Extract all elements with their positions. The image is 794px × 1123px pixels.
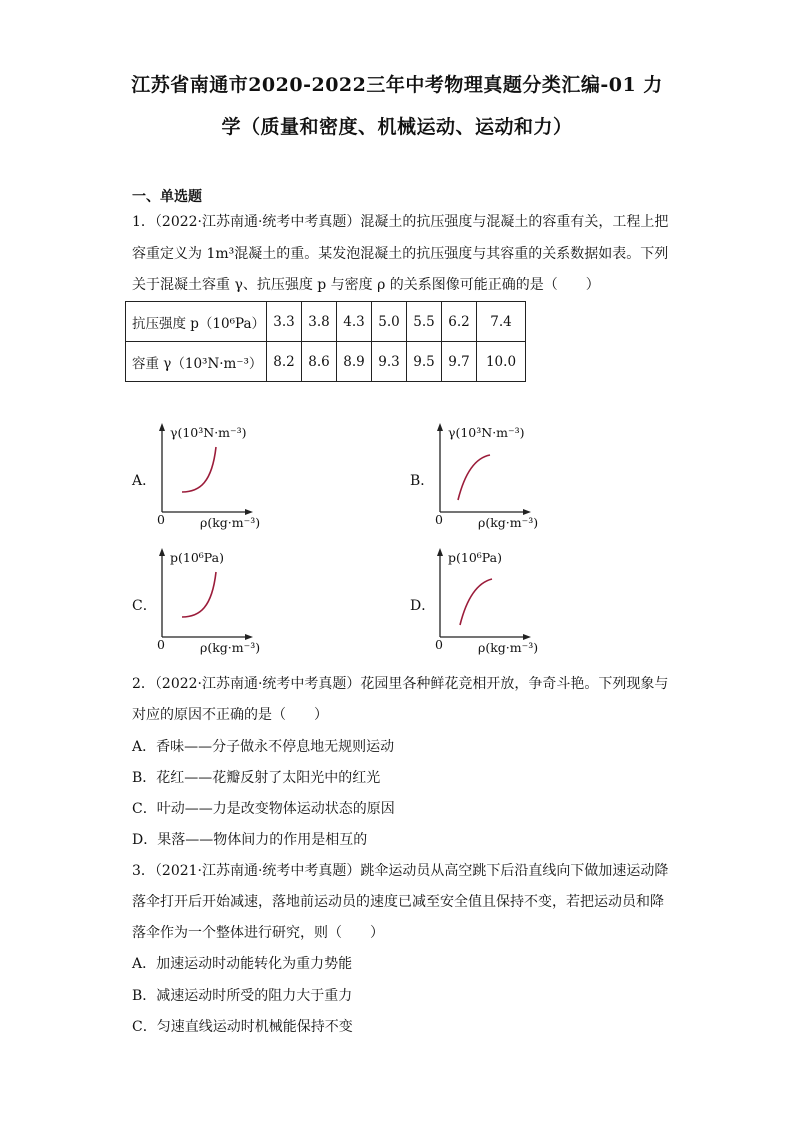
y-axis-label: γ(10³N·m⁻³)	[448, 425, 525, 440]
graph-curve	[182, 447, 216, 492]
option-c-graph[interactable]	[150, 545, 270, 660]
table-row-header: 抗压强度 p（10⁶Pa）	[126, 302, 267, 342]
q3-option-a[interactable]: A．加速运动时动能转化为重力势能	[132, 956, 353, 972]
q3-option-b[interactable]: B．减速运动时所受的阻力大于重力	[132, 988, 353, 1004]
table-cell: 9.7	[442, 342, 477, 382]
y-axis-arrow-icon	[437, 423, 443, 431]
y-axis-label: p(10⁶Pa)	[170, 550, 224, 565]
table-cell: 5.0	[372, 302, 407, 342]
graph-curve	[460, 579, 492, 625]
q3-stem-line2: 落伞打开后开始减速，落地前运动员的速度已减至安全值且保持不变，若把运动员和降	[132, 894, 664, 910]
table-cell: 9.3	[372, 342, 407, 382]
origin-label: 0	[435, 637, 443, 652]
q3-option-c[interactable]: C．匀速直线运动时机械能保持不变	[132, 1019, 353, 1035]
q3-stem-line3: 落伞作为一个整体进行研究，则（ ）	[132, 925, 384, 941]
table-cell: 4.3	[337, 302, 372, 342]
table-cell: 8.2	[267, 342, 302, 382]
graph-curve	[458, 455, 490, 500]
table-cell: 10.0	[477, 342, 526, 382]
x-axis-label: ρ(kg·m⁻³)	[478, 515, 539, 530]
y-axis-label: p(10⁶Pa)	[448, 550, 502, 565]
q2-stem-line2: 对应的原因不正确的是（ ）	[132, 707, 328, 723]
q1-stem-line3: 关于混凝土容重 γ、抗压强度 p 与密度 ρ 的关系图像可能正确的是（ ）	[132, 277, 600, 293]
q2-option-d[interactable]: D．果落——物体间力的作用是相互的	[132, 832, 368, 848]
table-cell: 3.8	[302, 302, 337, 342]
option-d-graph[interactable]	[428, 545, 548, 660]
origin-label: 0	[157, 637, 165, 652]
option-b-graph[interactable]	[428, 420, 548, 535]
page-title-line2: 学（质量和密度、机械运动、运动和力）	[221, 116, 573, 138]
table-row	[126, 342, 526, 382]
option-a-graph[interactable]	[150, 420, 270, 535]
table-cell: 9.5	[407, 342, 442, 382]
q1-data-table	[125, 301, 526, 382]
q1-stem-line2: 容重定义为 1m³混凝土的重。某发泡混凝土的抗压强度与其容重的关系数据如表。下列	[132, 246, 669, 262]
q3-stem-line1: 3．（2021·江苏南通·统考中考真题）跳伞运动员从高空跳下后沿直线向下做加速运动降	[132, 863, 669, 879]
option-c-label: C．	[132, 598, 157, 614]
option-a-label: A．	[132, 473, 157, 489]
x-axis-label: ρ(kg·m⁻³)	[200, 640, 261, 655]
origin-label: 0	[157, 512, 165, 527]
page-title-line1: 江苏省南通市2020-2022三年中考物理真题分类汇编-01 力	[131, 74, 663, 96]
table-cell: 8.6	[302, 342, 337, 382]
y-axis-label: γ(10³N·m⁻³)	[170, 425, 247, 440]
y-axis-arrow-icon	[437, 548, 443, 556]
q2-option-a[interactable]: A．香味——分子做永不停息地无规则运动	[132, 739, 395, 755]
option-d-label: D．	[410, 598, 436, 614]
table-cell: 6.2	[442, 302, 477, 342]
graph-curve	[182, 572, 216, 617]
table-cell: 7.4	[477, 302, 526, 342]
y-axis-arrow-icon	[159, 423, 165, 431]
table-cell: 3.3	[267, 302, 302, 342]
x-axis-label: ρ(kg·m⁻³)	[200, 515, 261, 530]
q2-option-b[interactable]: B．花红——花瓣反射了太阳光中的红光	[132, 770, 381, 786]
section-heading: 一、单选题	[132, 189, 202, 205]
q2-stem-line1: 2．（2022·江苏南通·统考中考真题）花园里各种鲜花竞相开放，争奇斗艳。下列现象与	[132, 676, 669, 692]
table-cell: 5.5	[407, 302, 442, 342]
table-cell: 8.9	[337, 342, 372, 382]
table-row-header: 容重 γ（10³N·m⁻³）	[126, 342, 267, 382]
y-axis-arrow-icon	[159, 548, 165, 556]
q2-option-c[interactable]: C．叶动——力是改变物体运动状态的原因	[132, 801, 395, 817]
option-b-label: B．	[410, 473, 435, 489]
q1-stem-line1: 1．（2022·江苏南通·统考中考真题）混凝土的抗压强度与混凝土的容重有关，工程上把	[132, 214, 669, 230]
x-axis-label: ρ(kg·m⁻³)	[478, 640, 539, 655]
origin-label: 0	[435, 512, 443, 527]
table-row	[126, 302, 526, 342]
